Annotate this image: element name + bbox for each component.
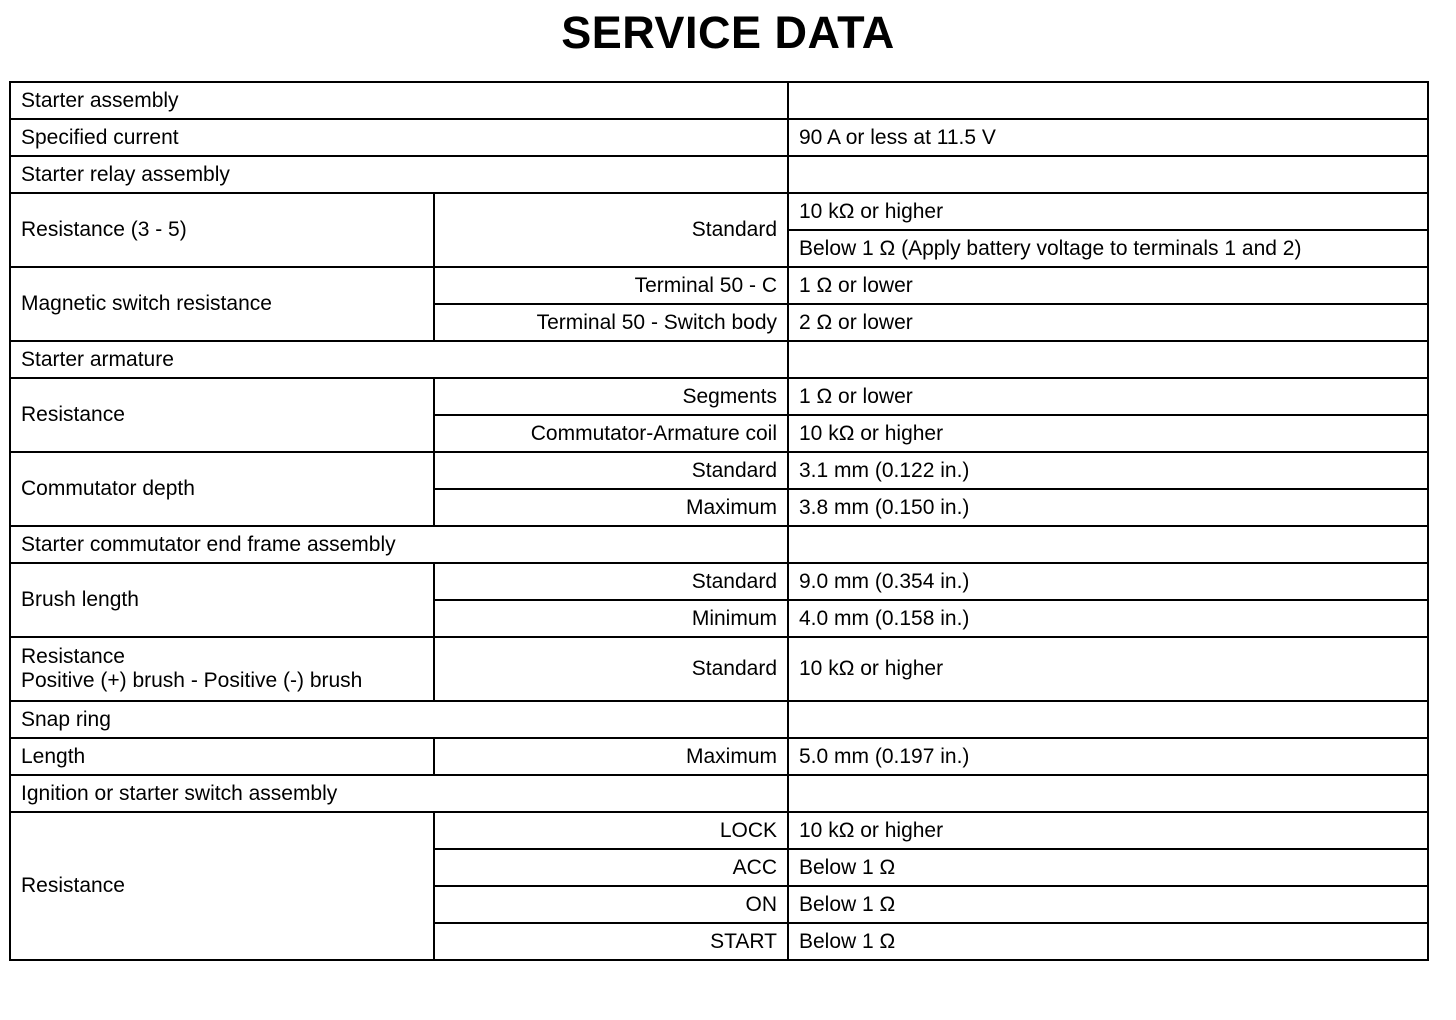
section-label: Starter assembly [10, 82, 788, 119]
item-label-line: Resistance [21, 645, 125, 668]
value-cell: Below 1 Ω [788, 923, 1428, 960]
section-label: Starter relay assembly [10, 156, 788, 193]
value-cell: 1 Ω or lower [788, 378, 1428, 415]
value-cell: Below 1 Ω (Apply battery voltage to terminals 1 and 2) [788, 230, 1428, 267]
value-cell [788, 701, 1428, 738]
value-cell [788, 82, 1428, 119]
value-cell: Below 1 Ω [788, 849, 1428, 886]
value-cell: 90 A or less at 11.5 V [788, 119, 1428, 156]
item-label: Resistance (3 - 5) [10, 193, 434, 267]
item-label: Resistance [10, 378, 434, 452]
table-row [10, 452, 1428, 489]
table-row [10, 267, 1428, 304]
item-label: Brush length [10, 563, 434, 637]
table-row [10, 82, 1428, 119]
section-label: Ignition or starter switch assembly [10, 775, 788, 812]
table-row [10, 156, 1428, 193]
value-cell [788, 526, 1428, 563]
condition-cell: Standard [434, 637, 788, 701]
condition-cell: Segments [434, 378, 788, 415]
value-cell: 3.1 mm (0.122 in.) [788, 452, 1428, 489]
condition-cell: LOCK [434, 812, 788, 849]
condition-cell: Standard [434, 452, 788, 489]
table-row [10, 341, 1428, 378]
value-cell: 10 kΩ or higher [788, 637, 1428, 701]
value-cell [788, 775, 1428, 812]
section-label: Starter commutator end frame assembly [10, 526, 788, 563]
value-cell [788, 156, 1428, 193]
table-row [10, 738, 1428, 775]
item-label: Length [10, 738, 434, 775]
table-row [10, 812, 1428, 849]
item-label-line: Positive (+) brush - Positive (-) brush [21, 669, 363, 692]
table-row [10, 193, 1428, 230]
section-label: Starter armature [10, 341, 788, 378]
value-cell: 1 Ω or lower [788, 267, 1428, 304]
value-cell: 5.0 mm (0.197 in.) [788, 738, 1428, 775]
value-cell: 2 Ω or lower [788, 304, 1428, 341]
condition-cell: Terminal 50 - Switch body [434, 304, 788, 341]
item-label: Magnetic switch resistance [10, 267, 434, 341]
value-cell: 10 kΩ or higher [788, 415, 1428, 452]
table-row [10, 526, 1428, 563]
value-cell: 9.0 mm (0.354 in.) [788, 563, 1428, 600]
value-cell: 10 kΩ or higher [788, 812, 1428, 849]
value-cell [788, 341, 1428, 378]
condition-cell: ON [434, 886, 788, 923]
value-cell: 4.0 mm (0.158 in.) [788, 600, 1428, 637]
value-cell: Below 1 Ω [788, 886, 1428, 923]
table-row [10, 563, 1428, 600]
service-data-table [9, 81, 1429, 961]
condition-cell: ACC [434, 849, 788, 886]
value-cell: 10 kΩ or higher [788, 193, 1428, 230]
condition-cell: Commutator-Armature coil [434, 415, 788, 452]
table-row [10, 775, 1428, 812]
table-row [10, 378, 1428, 415]
item-label: Resistance [10, 812, 434, 960]
condition-cell: Maximum [434, 738, 788, 775]
table-row [10, 701, 1428, 738]
condition-cell: Terminal 50 - C [434, 267, 788, 304]
section-label: Snap ring [10, 701, 788, 738]
condition-cell: Standard [434, 193, 788, 267]
item-label: Specified current [10, 119, 788, 156]
page-title: SERVICE DATA [561, 7, 895, 58]
value-cell: 3.8 mm (0.150 in.) [788, 489, 1428, 526]
item-label [10, 637, 434, 701]
condition-cell: Standard [434, 563, 788, 600]
item-label: Commutator depth [10, 452, 434, 526]
table-row [10, 119, 1428, 156]
condition-cell: Maximum [434, 489, 788, 526]
condition-cell: Minimum [434, 600, 788, 637]
condition-cell: START [434, 923, 788, 960]
table-row [10, 637, 1428, 701]
